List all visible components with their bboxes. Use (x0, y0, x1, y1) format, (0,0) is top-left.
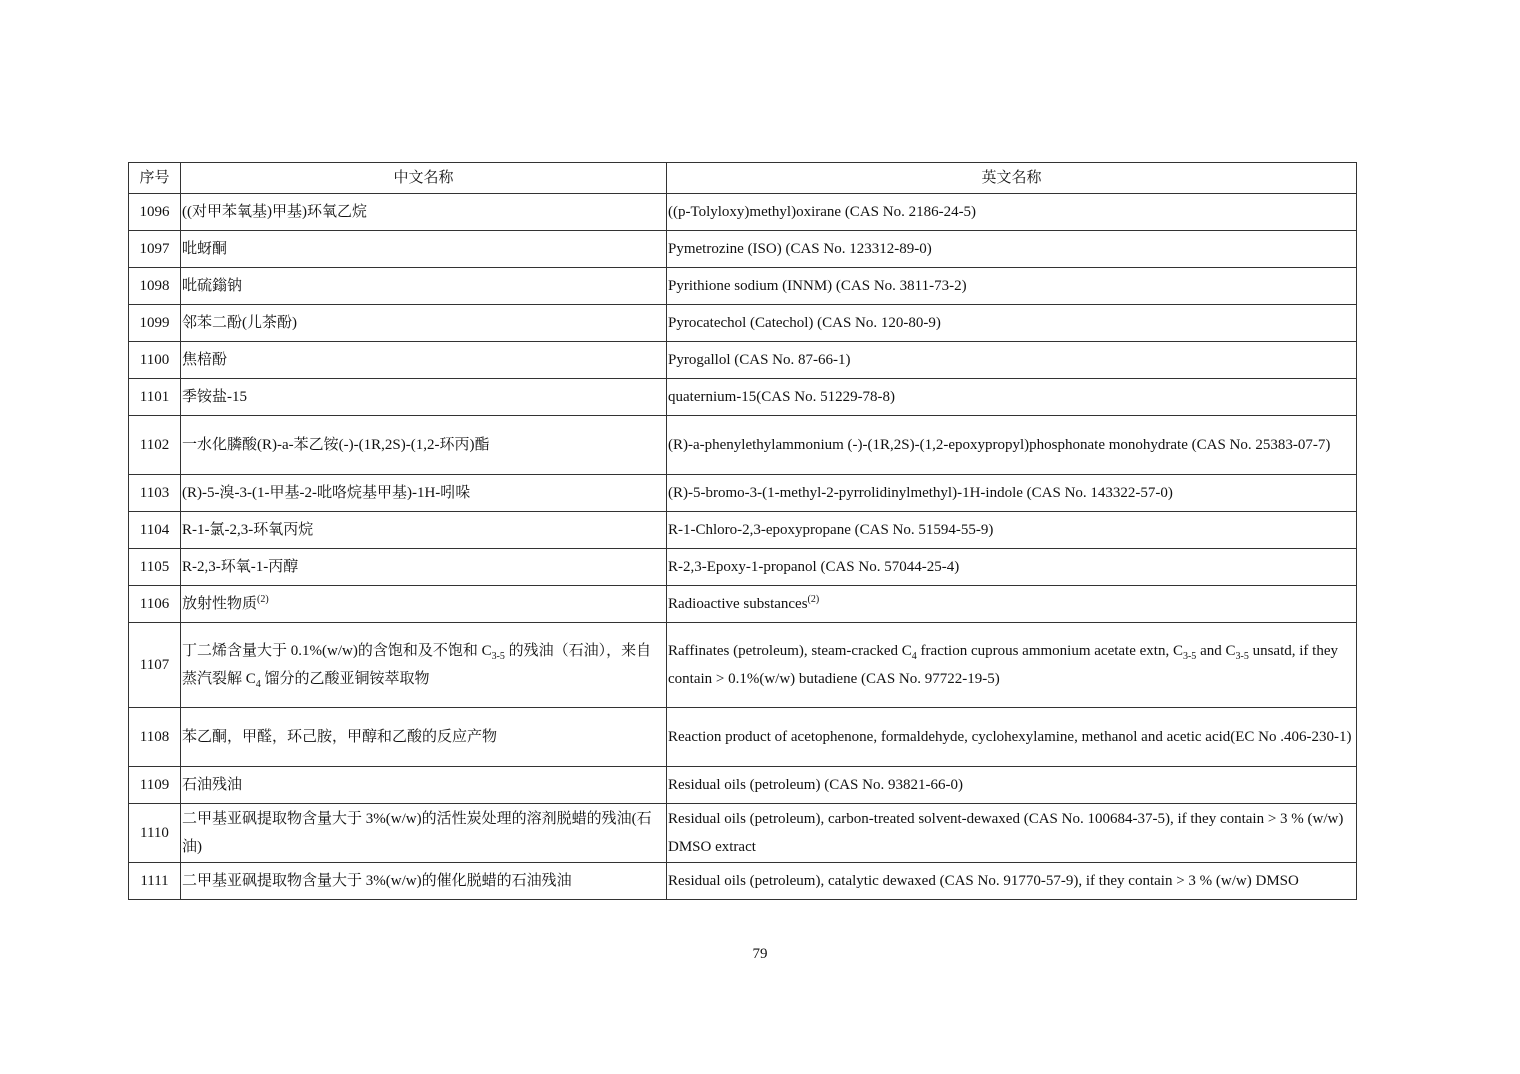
chinese-name: 二甲基亚砜提取物含量大于 3%(w/w)的活性炭处理的溶剂脱蜡的残油(石油) (181, 804, 667, 863)
serial-number: 1107 (129, 623, 181, 708)
table-row (129, 708, 1357, 767)
chinese-name: 一水化膦酸(R)-a-苯乙铵(-)-(1R,2S)-(1,2-环丙)酯 (181, 416, 667, 475)
serial-number: 1099 (129, 305, 181, 342)
chinese-name-text: 丁二烯含量大于 0.1%(w/w)的含饱和及不饱和 C (182, 643, 492, 659)
english-name: (R)-5-bromo-3-(1-methyl-2-pyrrolidinylmethyl)-1H-indole (CAS No. 143322-57-0) (667, 475, 1357, 512)
table-row (129, 863, 1357, 900)
serial-number: 1096 (129, 194, 181, 231)
page-number: 79 (752, 946, 768, 962)
serial-number: 1111 (129, 863, 181, 900)
header-serial-number: 序号 (129, 163, 181, 194)
table-row (129, 512, 1357, 549)
english-name-text: unsatd, if they contain > 0.1%(w/w) butadiene (CAS No. 97722-19-5) (668, 643, 1338, 687)
chinese-name: 焦棓酚 (181, 342, 667, 379)
substance-table (128, 162, 1357, 900)
english-name-text: Raffinates (petroleum), steam-cracked C (668, 643, 912, 659)
footnote-marker: (2) (257, 594, 269, 605)
english-name-text: Radioactive substances (668, 596, 808, 612)
serial-number: 1101 (129, 379, 181, 416)
english-name (667, 586, 1357, 623)
chinese-name: 石油残油 (181, 767, 667, 804)
serial-number: 1108 (129, 708, 181, 767)
english-name-text: fraction cuprous ammonium acetate extn, C (916, 643, 1183, 659)
table-row (129, 231, 1357, 268)
table-row (129, 475, 1357, 512)
serial-number: 1106 (129, 586, 181, 623)
chinese-name: 吡蚜酮 (181, 231, 667, 268)
header-english-name: 英文名称 (667, 163, 1357, 194)
english-name: R-1-Chloro-2,3-epoxypropane (CAS No. 51594-55-9) (667, 512, 1357, 549)
serial-number: 1098 (129, 268, 181, 305)
table-row (129, 623, 1357, 708)
english-name: Residual oils (petroleum) (CAS No. 93821-66-0) (667, 767, 1357, 804)
subscript: 3-5 (1182, 651, 1197, 662)
english-name: Reaction product of acetophenone, formaldehyde, cyclohexylamine, methanol and acetic acid(EC No .406-230-1) (667, 708, 1357, 767)
serial-number: 1110 (129, 804, 181, 863)
chinese-name: 吡硫鎓钠 (181, 268, 667, 305)
table-row (129, 804, 1357, 863)
english-name: Residual oils (petroleum), carbon-treated solvent-dewaxed (CAS No. 100684-37-5), if they contain > 3 % (w/w) DMSO extract (667, 804, 1357, 863)
table-row (129, 342, 1357, 379)
subscript: 3-5 (1235, 651, 1249, 662)
table-row (129, 268, 1357, 305)
chinese-name: (R)-5-溴-3-(1-甲基-2-吡咯烷基甲基)-1H-吲哚 (181, 475, 667, 512)
english-name: ((p-Tolyloxy)methyl)oxirane (CAS No. 2186-24-5) (667, 194, 1357, 231)
table-row (129, 586, 1357, 623)
english-name: Pyrocatechol (Catechol) (CAS No. 120-80-9) (667, 305, 1357, 342)
table-row (129, 767, 1357, 804)
chinese-name: R-2,3-环氧-1-丙醇 (181, 549, 667, 586)
table-row (129, 305, 1357, 342)
serial-number: 1097 (129, 231, 181, 268)
chinese-name: ((对甲苯氧基)甲基)环氧乙烷 (181, 194, 667, 231)
table-row (129, 379, 1357, 416)
english-name: Residual oils (petroleum), catalytic dewaxed (CAS No. 91770-57-9), if they contain > 3 % (w/w) DMSO (667, 863, 1357, 900)
serial-number: 1100 (129, 342, 181, 379)
table-row (129, 416, 1357, 475)
serial-number: 1105 (129, 549, 181, 586)
subscript: 4 (911, 651, 917, 662)
serial-number: 1109 (129, 767, 181, 804)
header-chinese-name: 中文名称 (181, 163, 667, 194)
table-row (129, 549, 1357, 586)
chinese-name: 季铵盐-15 (181, 379, 667, 416)
english-name-text: and C (1196, 643, 1236, 659)
table-header-row (129, 163, 1357, 194)
chinese-name: 二甲基亚砜提取物含量大于 3%(w/w)的催化脱蜡的石油残油 (181, 863, 667, 900)
chinese-name-text: 馏分的乙酸亚铜铵萃取物 (260, 671, 430, 687)
chinese-name (181, 623, 667, 708)
serial-number: 1104 (129, 512, 181, 549)
english-name: Pyrogallol (CAS No. 87-66-1) (667, 342, 1357, 379)
english-name: (R)-a-phenylethylammonium (-)-(1R,2S)-(1,2-epoxypropyl)phosphonate monohydrate (CAS No. 25383-07-7) (667, 416, 1357, 475)
chinese-name-text: 放射性物质 (182, 596, 258, 612)
subscript: 4 (255, 679, 261, 690)
english-name: R-2,3-Epoxy-1-propanol (CAS No. 57044-25-4) (667, 549, 1357, 586)
chinese-name: R-1-氯-2,3-环氧丙烷 (181, 512, 667, 549)
chinese-name-text: 的残油（石油），来自蒸汽裂解 C (182, 643, 652, 687)
serial-number: 1103 (129, 475, 181, 512)
footnote-marker: (2) (807, 594, 820, 605)
chinese-name: 邻苯二酚(儿茶酚) (181, 305, 667, 342)
english-name: Pymetrozine (ISO) (CAS No. 123312-89-0) (667, 231, 1357, 268)
subscript: 3-5 (491, 651, 505, 662)
table-row (129, 194, 1357, 231)
chinese-name (181, 586, 667, 623)
english-name: quaternium-15(CAS No. 51229-78-8) (667, 379, 1357, 416)
chinese-name: 苯乙酮，甲醛，环己胺，甲醇和乙酸的反应产物 (181, 708, 667, 767)
english-name: Pyrithione sodium (INNM) (CAS No. 3811-73-2) (667, 268, 1357, 305)
english-name (667, 623, 1357, 708)
serial-number: 1102 (129, 416, 181, 475)
